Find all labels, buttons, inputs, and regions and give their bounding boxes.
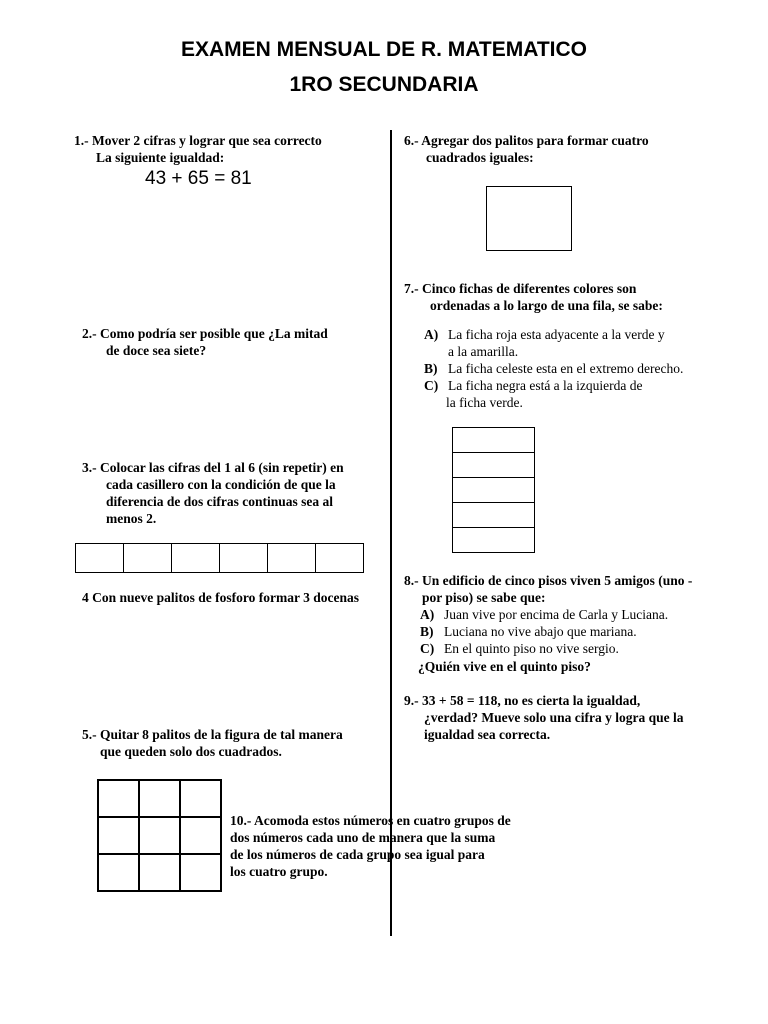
option-label: C) xyxy=(424,378,439,393)
question-3-line-2: cada casillero con la condición de que la xyxy=(106,477,336,492)
option-text: En el quinto piso no vive sergio. xyxy=(444,641,619,656)
question-1 xyxy=(74,132,322,166)
option-text: Luciana no vive abajo que mariana. xyxy=(444,624,637,639)
question-6-line-2: cuadrados iguales: xyxy=(426,150,534,165)
grid-cell xyxy=(98,780,139,817)
token-cell[interactable] xyxy=(452,452,535,478)
question-8-question: ¿Quién vive en el quinto piso? xyxy=(418,659,591,674)
grid-cell xyxy=(180,780,221,817)
option-b xyxy=(424,360,683,377)
question-4 xyxy=(82,589,359,606)
token-cell[interactable] xyxy=(452,527,535,553)
option-b xyxy=(420,623,668,640)
question-8-line-2: por piso) se sabe que: xyxy=(422,590,546,605)
question-3-line-4: menos 2. xyxy=(106,511,157,526)
question-9-line-1: 9.- 33 + 58 = 118, no es cierta la igualdad, xyxy=(404,693,641,708)
question-3-line-1: 3.- Colocar las cifras del 1 al 6 (sin repetir) en xyxy=(82,460,344,475)
question-4-line-1: 4 Con nueve palitos de fosforo formar 3 docenas xyxy=(82,590,359,605)
answer-cell[interactable] xyxy=(315,543,364,573)
question-8 xyxy=(404,572,692,606)
question-7 xyxy=(404,280,663,314)
question-9-line-2: ¿verdad? Mueve solo una cifra y logra que la xyxy=(424,710,684,725)
answer-cell[interactable] xyxy=(123,543,172,573)
option-a-continuation: a la amarilla. xyxy=(448,344,519,359)
question-6 xyxy=(404,132,649,166)
question-6-square xyxy=(486,186,572,251)
grid-cell xyxy=(139,780,180,817)
question-1-line-1: 1.- Mover 2 cifras y lograr que sea correcto xyxy=(74,133,322,148)
grid-cell xyxy=(180,854,221,891)
question-2 xyxy=(82,325,328,359)
question-7-options xyxy=(424,326,683,411)
option-label: B) xyxy=(420,624,434,639)
option-label: A) xyxy=(424,327,439,342)
grid-cell xyxy=(139,854,180,891)
question-3 xyxy=(82,459,344,527)
option-c xyxy=(424,377,683,394)
question-9-line-3: igualdad sea correcta. xyxy=(424,727,551,742)
question-9 xyxy=(404,692,684,743)
option-text: Juan vive por encima de Carla y Luciana. xyxy=(444,607,669,622)
answer-cell[interactable] xyxy=(219,543,268,573)
grid-cell xyxy=(98,854,139,891)
option-label: C) xyxy=(420,641,435,656)
grid-cell xyxy=(98,817,139,854)
token-cell[interactable] xyxy=(452,427,535,453)
option-label: B) xyxy=(424,361,438,376)
question-8-options xyxy=(420,606,668,657)
token-cell[interactable] xyxy=(452,477,535,503)
answer-cell[interactable] xyxy=(75,543,124,573)
answer-cell[interactable] xyxy=(171,543,220,573)
question-1-line-2: La siguiente igualdad: xyxy=(96,150,225,165)
question-1-equation: 43 + 65 = 81 xyxy=(145,168,252,189)
question-2-line-1: 2.- Como podría ser posible que ¿La mitad xyxy=(82,326,328,341)
option-c xyxy=(420,640,668,657)
question-10-line-3: de los números de cada grupo sea igual para xyxy=(230,847,485,862)
question-3-line-3: diferencia de dos cifras continuas sea al xyxy=(106,494,333,509)
question-2-line-2: de doce sea siete? xyxy=(106,343,207,358)
option-c-continuation: la ficha verde. xyxy=(446,395,523,410)
question-5 xyxy=(82,726,343,760)
question-5-line-2: que queden solo dos cuadrados. xyxy=(100,744,282,759)
matchstick-grid xyxy=(97,779,222,892)
question-10-line-1: 10.- Acomoda estos números en cuatro grupos de xyxy=(230,813,511,828)
option-text: La ficha negra está a la izquierda de xyxy=(448,378,643,393)
option-text: La ficha celeste esta en el extremo derecho. xyxy=(448,361,684,376)
question-7-line-2: ordenadas a lo largo de una fila, se sabe: xyxy=(430,298,663,313)
question-3-cell-row xyxy=(76,543,364,573)
token-cell[interactable] xyxy=(452,502,535,528)
question-8-line-1: 8.- Un edificio de cinco pisos viven 5 amigos (uno - xyxy=(404,573,693,588)
grade-subtitle: 1RO SECUNDARIA xyxy=(289,73,479,96)
exam-title: EXAMEN MENSUAL DE R. MATEMATICO xyxy=(180,38,587,61)
grid-cell xyxy=(139,817,180,854)
grid-cell xyxy=(180,817,221,854)
option-a xyxy=(424,326,683,343)
option-a xyxy=(420,606,668,623)
token-column xyxy=(452,428,535,553)
option-label: A) xyxy=(420,607,435,622)
option-text: La ficha roja esta adyacente a la verde y xyxy=(448,327,665,342)
question-10 xyxy=(230,812,511,880)
answer-cell[interactable] xyxy=(267,543,316,573)
question-7-line-1: 7.- Cinco fichas de diferentes colores son xyxy=(404,281,637,296)
question-6-line-1: 6.- Agregar dos palitos para formar cuatro xyxy=(404,133,649,148)
question-5-line-1: 5.- Quitar 8 palitos de la figura de tal manera xyxy=(82,727,343,742)
question-10-line-2: dos números cada uno de manera que la suma xyxy=(230,830,496,845)
question-10-line-4: los cuatro grupo. xyxy=(230,864,328,879)
